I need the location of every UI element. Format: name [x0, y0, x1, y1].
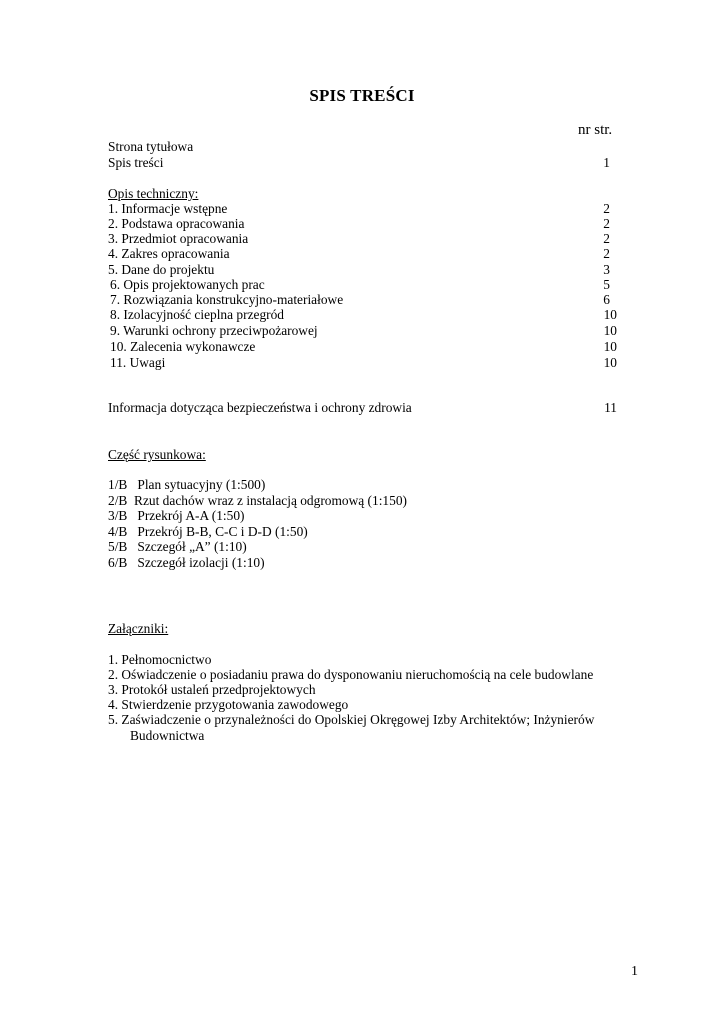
- attachment-entry: 1. Pełnomocnictwo: [108, 652, 212, 667]
- toc-entry-safety: Informacja dotycząca bezpieczeństwa i ochrony zdrowia: [108, 400, 412, 415]
- toc-page: 10: [603, 355, 617, 370]
- section-heading-attachments: Załączniki:: [108, 621, 169, 636]
- toc-page-safety: 11: [604, 400, 617, 415]
- toc-page: 2: [603, 246, 610, 261]
- toc-entry: 7. Rozwiązania konstrukcyjno-materiałowe: [110, 292, 344, 307]
- toc-entry: 8. Izolacyjność cieplna przegród: [110, 307, 284, 322]
- toc-entry: 6. Opis projektowanych prac: [110, 277, 265, 292]
- toc-entry: 4. Zakres opracowania: [108, 246, 230, 261]
- drawing-entry: 4/B Przekrój B-B, C-C i D-D (1:50): [108, 524, 308, 539]
- attachment-entry: 4. Stwierdzenie przygotowania zawodowego: [108, 697, 349, 712]
- toc-entry: 5. Dane do projektu: [108, 262, 215, 277]
- toc-page: 2: [603, 231, 610, 246]
- toc-page: 2: [603, 216, 610, 231]
- toc-page-contents: 1: [603, 155, 610, 170]
- attachment-entry: 2. Oświadczenie o posiadaniu prawa do dysponowaniu nieruchomością na cele budowlane: [108, 667, 594, 682]
- toc-page: 10: [603, 339, 617, 354]
- attachment-entry: 3. Protokół ustaleń przedprojektowych: [108, 682, 316, 697]
- section-heading-drawings: Część rysunkowa:: [108, 447, 206, 462]
- toc-entry: 10. Zalecenia wykonawcze: [110, 339, 256, 354]
- toc-entry: 11. Uwagi: [110, 355, 166, 370]
- attachment-entry-continued: Budownictwa: [130, 728, 205, 743]
- page-column-header: nr str.: [578, 122, 613, 138]
- toc-entry: 1. Informacje wstępne: [108, 201, 228, 216]
- section-heading-technical: Opis techniczny:: [108, 186, 199, 201]
- toc-page: 6: [603, 292, 610, 307]
- toc-page: 5: [603, 277, 610, 292]
- drawing-entry: 6/B Szczegół izolacji (1:10): [108, 555, 265, 570]
- attachment-entry: 5. Zaświadczenie o przynależności do Opolskiej Okręgowej Izby Architektów; Inżynierów: [108, 712, 595, 727]
- drawing-entry: 5/B Szczegół „A” (1:10): [108, 539, 247, 554]
- toc-page: 2: [603, 201, 610, 216]
- toc-page: 10: [603, 323, 617, 338]
- toc-entry-contents: Spis treści: [108, 155, 164, 170]
- toc-entry-title-page: Strona tytułowa: [108, 139, 194, 154]
- toc-entry: 3. Przedmiot opracowania: [108, 231, 249, 246]
- toc-entry: 2. Podstawa opracowania: [108, 216, 245, 231]
- toc-page: 10: [603, 307, 617, 322]
- drawing-entry: 3/B Przekrój A-A (1:50): [108, 508, 245, 523]
- drawing-entry: 1/B Plan sytuacyjny (1:500): [108, 477, 266, 492]
- toc-entry: 9. Warunki ochrony przeciwpożarowej: [110, 323, 318, 338]
- page-title: SPIS TREŚCI: [309, 86, 415, 105]
- page-number: 1: [631, 964, 638, 979]
- toc-page: 3: [603, 262, 610, 277]
- drawing-entry: 2/B Rzut dachów wraz z instalacją odgromową (1:150): [108, 493, 407, 508]
